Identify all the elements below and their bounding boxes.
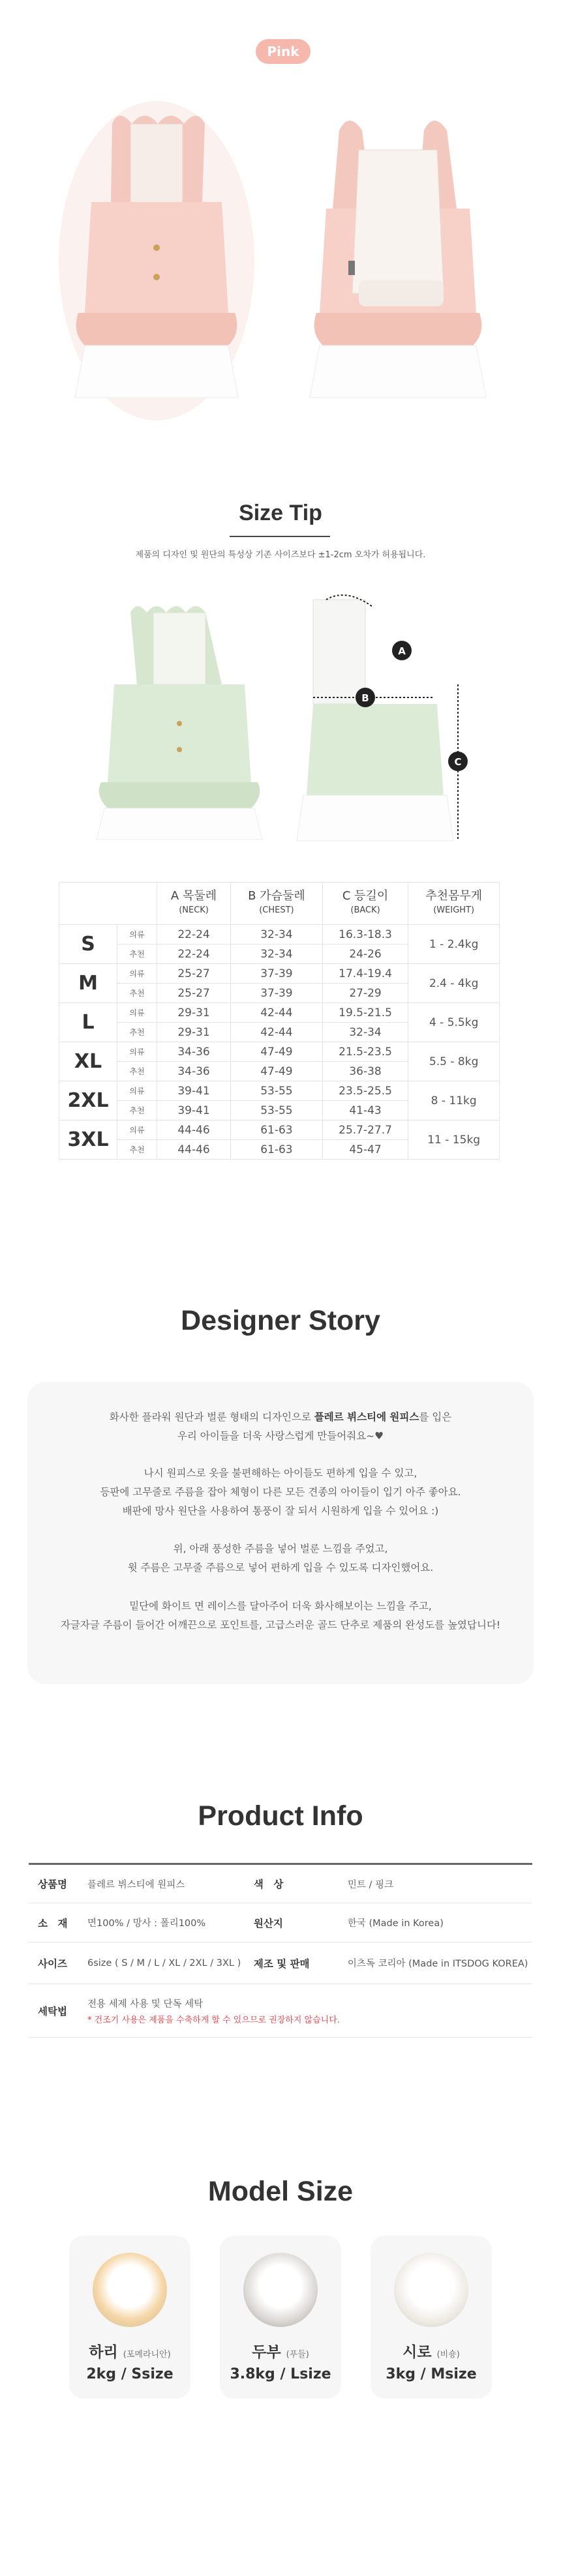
size-weight-cell: 2.4 - 4kg	[408, 964, 500, 1003]
size-row-tag: 추천	[117, 1140, 157, 1160]
designer-story-box	[27, 1382, 534, 1684]
size-neck-cell: 25-27	[157, 984, 231, 1003]
size-chest-cell: 42-44	[231, 1023, 323, 1042]
product-info-title: Product Info	[198, 1800, 363, 1832]
pink-dress-back-image	[287, 98, 509, 424]
size-back-cell: 36-38	[322, 1062, 408, 1081]
model-name: 하리 (포메라니안)	[89, 2344, 171, 2361]
size-back-cell: 23.5-25.5	[322, 1081, 408, 1101]
size-weight-cell: 4 - 5.5kg	[408, 1003, 500, 1042]
size-chart-corner-cell	[59, 883, 157, 925]
wash-warning: * 건조기 사용은 제품을 수축하게 할 수 있으므로 권장하지 않습니다.	[87, 2015, 340, 2025]
size-neck-cell: 44-46	[157, 1140, 231, 1160]
size-chest-cell: 47-49	[231, 1042, 323, 1062]
model-photo-shiro	[394, 2253, 468, 2327]
size-row-tag: 의류	[117, 964, 157, 984]
model-size-title: Model Size	[207, 2176, 354, 2207]
info-row-size: 사이즈 6size ( S / M / L / XL / 2XL / 3XL ) 제조 및 판매 이츠독 코리아 (Made in ITSDOG KOREA)	[29, 1942, 532, 1984]
mint-dress-front-image	[91, 600, 267, 841]
model-photo-hari	[93, 2253, 167, 2327]
size-row-tag: 추천	[117, 984, 157, 1003]
size-label-cell: 3XL	[59, 1120, 117, 1160]
model-card-hari	[69, 2236, 190, 2399]
size-row-tag: 의류	[117, 1042, 157, 1062]
size-chest-cell: 32-34	[231, 925, 323, 944]
story-paragraph-2: 나시 원피스로 옷을 불편해하는 아이들도 편하게 입을 수 있고, 등판에 고무줄로 주름을 잡아 체형이 다른 모든 견종의 아이들이 입기 아주 좋아요. 배판에 망사 원단을 사용하여 통풍이 잘 되서 시원하게 입을 수 있어요 :)	[100, 1467, 461, 1517]
header-neck: A 목둘레 (NECK)	[157, 883, 231, 925]
size-label-cell: M	[59, 964, 117, 1003]
info-row-name: 상품명 플레르 뷔스티에 원피스 색 상 민트 / 핑크	[29, 1864, 532, 1903]
size-row-tag: 추천	[117, 1062, 157, 1081]
size-back-cell: 19.5-21.5	[322, 1003, 408, 1023]
story-paragraph-1: 화사한 플라워 원단과 벌룬 형태의 디자인으로 플레르 뷔스티에 원피스를 입은 우리 아이들을 더욱 사랑스럽게 만들어줘요~♥	[109, 1411, 452, 1442]
size-row-tag: 의류	[117, 1081, 157, 1101]
header-back: C 등길이 (BACK)	[322, 883, 408, 925]
size-chart-row	[59, 964, 500, 984]
model-name: 두부 (푸들)	[252, 2344, 309, 2361]
model-photo-dubu	[243, 2253, 318, 2327]
size-row-tag: 추천	[117, 1101, 157, 1120]
story-paragraph-4: 밑단에 화이트 면 레이스를 달아주어 더욱 화사해보이는 느낌을 주고, 자글자글 주름이 들어간 어깨끈으로 포인트를, 고급스러운 골드 단추로 제품의 완성도를 높였답니다!	[60, 1600, 501, 1631]
size-weight-cell: 5.5 - 8kg	[408, 1042, 500, 1081]
size-chest-cell: 53-55	[231, 1081, 323, 1101]
size-label-cell: L	[59, 1003, 117, 1042]
size-back-cell: 21.5-23.5	[322, 1042, 408, 1062]
size-chest-cell: 53-55	[231, 1101, 323, 1120]
size-chest-cell: 42-44	[231, 1003, 323, 1023]
size-row-tag: 추천	[117, 1023, 157, 1042]
size-back-cell: 27-29	[322, 984, 408, 1003]
size-chart-table	[59, 882, 500, 1160]
size-chest-cell: 61-63	[231, 1120, 323, 1140]
marker-a-label: A	[398, 645, 406, 657]
model-name: 시로 (비숑)	[402, 2344, 460, 2361]
size-label-cell: S	[59, 925, 117, 964]
designer-story-title: Designer Story	[181, 1305, 380, 1336]
size-back-cell: 17.4-19.4	[322, 964, 408, 984]
size-back-cell: 41-43	[322, 1101, 408, 1120]
size-back-cell: 16.3-18.3	[322, 925, 408, 944]
product-info-table	[29, 1863, 532, 2038]
size-neck-cell: 29-31	[157, 1003, 231, 1023]
size-chest-cell: 47-49	[231, 1062, 323, 1081]
size-tip-title: Size Tip	[239, 501, 322, 525]
size-tip-note: 제품의 디자인 및 원단의 특성상 기존 사이즈보다 ±1-2cm 오차가 허용됩니다.	[135, 550, 426, 560]
header-chest: B 가슴둘레 (CHEST)	[231, 883, 323, 925]
size-chest-cell: 37-39	[231, 984, 323, 1003]
size-neck-cell: 39-41	[157, 1101, 231, 1120]
size-chart-row	[59, 1003, 500, 1023]
size-chest-cell: 32-34	[231, 944, 323, 964]
size-chest-cell: 61-63	[231, 1140, 323, 1160]
model-size-info: 2kg / Ssize	[86, 2366, 174, 2382]
header-weight: 추천몸무게 (WEIGHT)	[408, 883, 500, 925]
size-weight-cell: 1 - 2.4kg	[408, 925, 500, 964]
color-label-badge: Pink	[256, 39, 311, 64]
size-back-cell: 24-26	[322, 944, 408, 964]
size-neck-cell: 39-41	[157, 1081, 231, 1101]
size-weight-cell: 11 - 15kg	[408, 1120, 500, 1160]
size-neck-cell: 34-36	[157, 1062, 231, 1081]
info-row-wash: 세탁법 전용 세제 사용 및 단독 세탁 * 건조기 사용은 제품을 수축하게 할 수 있으므로 권장하지 않습니다.	[29, 1984, 532, 2038]
size-label-cell: XL	[59, 1042, 117, 1081]
size-chart-header-row	[59, 883, 500, 925]
size-back-cell: 45-47	[322, 1140, 408, 1160]
size-neck-cell: 22-24	[157, 944, 231, 964]
size-chart-row	[59, 1042, 500, 1062]
size-row-tag: 의류	[117, 1003, 157, 1023]
marker-b-label: B	[361, 692, 369, 704]
size-back-cell: 32-34	[322, 1023, 408, 1042]
size-weight-cell: 8 - 11kg	[408, 1081, 500, 1120]
size-neck-cell: 22-24	[157, 925, 231, 944]
info-row-material: 소 재 면100% / 망사 : 폴리100% 원산지 한국 (Made in Korea)	[29, 1903, 532, 1942]
model-size-info: 3kg / Msize	[386, 2366, 477, 2382]
marker-c-label: C	[454, 756, 462, 768]
size-neck-cell: 34-36	[157, 1042, 231, 1062]
size-label-cell: 2XL	[59, 1081, 117, 1120]
size-row-tag: 의류	[117, 925, 157, 944]
size-chart-row	[59, 1120, 500, 1140]
size-neck-cell: 25-27	[157, 964, 231, 984]
size-chart-row	[59, 1081, 500, 1101]
mint-dress-measurement-image	[287, 587, 483, 847]
model-size-info: 3.8kg / Lsize	[230, 2366, 331, 2382]
size-tip-underline	[230, 536, 330, 537]
size-neck-cell: 44-46	[157, 1120, 231, 1140]
size-row-tag: 추천	[117, 944, 157, 964]
story-paragraph-3: 위, 아래 풍성한 주름을 넣어 벌룬 느낌을 주었고, 윗 주름은 고무줄 주름으로 넣어 편하게 입을 수 있도록 디자인했어요.	[127, 1543, 434, 1573]
size-back-cell: 25.7-27.7	[322, 1120, 408, 1140]
size-neck-cell: 29-31	[157, 1023, 231, 1042]
model-card-dubu	[220, 2236, 341, 2399]
size-row-tag: 의류	[117, 1120, 157, 1140]
pink-dress-front-image	[52, 98, 261, 424]
size-chart-row	[59, 925, 500, 944]
size-chest-cell: 37-39	[231, 964, 323, 984]
model-card-shiro	[371, 2236, 492, 2399]
